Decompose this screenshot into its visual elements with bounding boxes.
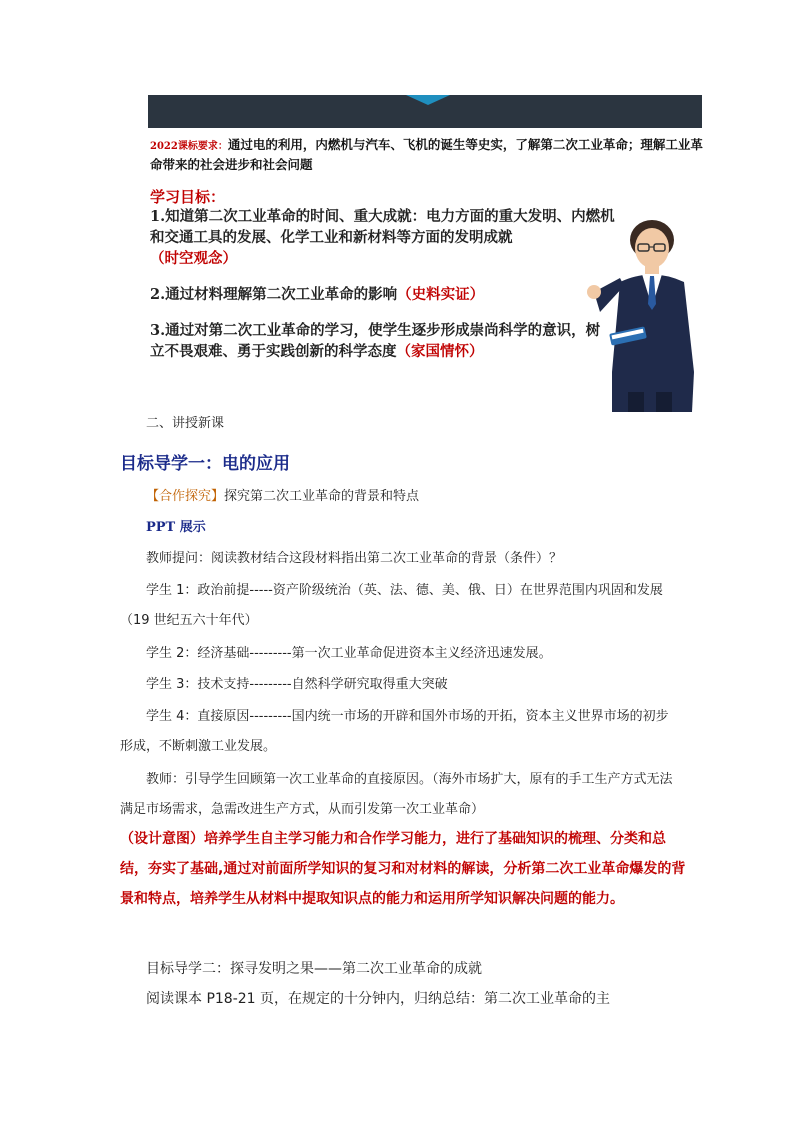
- curriculum-standard: [150, 136, 706, 174]
- section-heading: 二、讲授新课: [146, 416, 225, 431]
- goal-2-text: 2.通过材料理解第二次工业革命的影响: [150, 286, 398, 303]
- student-4: 学生 4：直接原因---------国内统一市场的开辟和国外市场的开拓，资本主义世界市场的初步形成，不断刺激工业发展。: [120, 709, 669, 754]
- teacher-question: 教师提问：阅读教材结合这段材料指出第二次工业革命的背景（条件）？: [146, 551, 563, 566]
- goal-3-text: 3.通过对第二次工业革命的学习，使学生逐步形成崇尚科学的意识，树立不畏艰难、勇于实践创新的科学态度: [150, 322, 601, 360]
- goal-2: [150, 284, 620, 305]
- target-heading-1: 目标导学一：电的应用: [120, 454, 290, 474]
- goal-3-tag: （家国情怀）: [396, 343, 484, 360]
- standard-label: 2022课标要求：: [150, 141, 228, 152]
- design-intent: （设计意图）培养学生自主学习能力和合作学习能力，进行了基础知识的梳理、分类和总结，夯实了基础,通过对前面所学知识的复习和对材料的解读，分析第二次工业革命爆发的背景和特点，培养学生从材料中提取知识点的能力和运用所学知识解决问题的能力。: [120, 831, 686, 907]
- ppt-label: PPT 展示: [146, 520, 206, 535]
- target-heading-2: 目标导学二：探寻发明之果——第二次工业革命的成就: [146, 961, 482, 977]
- goal-1: [150, 206, 620, 269]
- student-2: 学生 2：经济基础---------第一次工业革命促进资本主义经济迅速发展。: [146, 646, 552, 661]
- standard-text: 通过电的利用，内燃机与汽车、飞机的诞生等史实，了解第二次工业革命；理解工业革命带来的社会进步和社会问题: [150, 137, 703, 172]
- goal-3: [150, 320, 610, 362]
- coop-explore: [146, 482, 706, 512]
- student-1: 学生 1：政治前提-----资产阶级统治（英、法、德、美、俄、日）在世界范围内巩固和发展（19 世纪五六十年代）: [120, 583, 663, 628]
- teacher-illustration: [572, 212, 712, 412]
- teacher-guide: 教师：引导学生回顾第一次工业革命的直接原因。（海外市场扩大，原有的手工生产方式无法满足市场需求，急需改进生产方式，从而引发第一次工业革命）: [120, 772, 673, 817]
- reading-instruction: 阅读课本 P18-21 页，在规定的十分钟内，归纳总结：第二次工业革命的主: [146, 991, 611, 1007]
- goal-2-tag: （史料实证）: [397, 286, 485, 303]
- goals-title: 学习目标：: [150, 188, 226, 206]
- goal-1-text: 1.知道第二次工业革命的时间、重大成就：电力方面的重大发明、内燃机和交通工具的发展、化学工业和新材料等方面的发明成就: [150, 208, 615, 246]
- coop-text: 探究第二次工业革命的背景和特点: [224, 489, 420, 504]
- student-3: 学生 3：技术支持---------自然科学研究取得重大突破: [146, 677, 448, 692]
- banner-notch: [406, 95, 450, 105]
- coop-tag: 【合作探究】: [146, 489, 225, 504]
- goal-1-tag: （时空观念）: [150, 250, 237, 267]
